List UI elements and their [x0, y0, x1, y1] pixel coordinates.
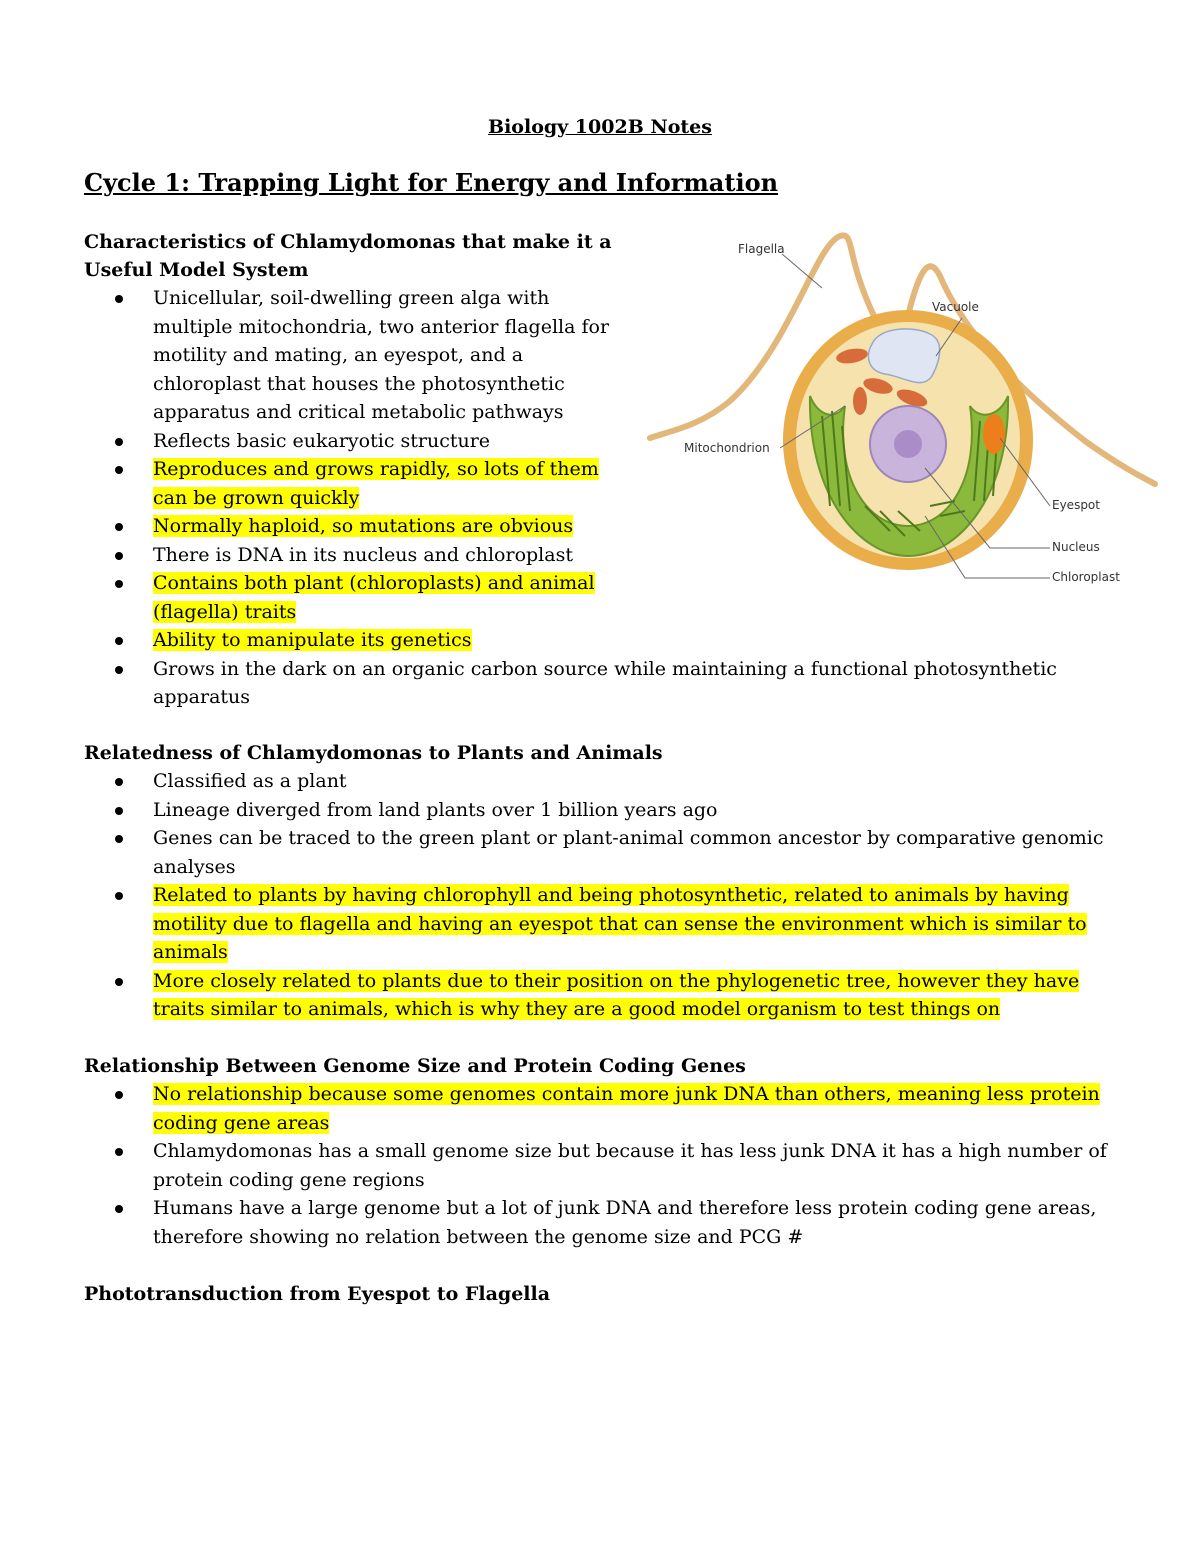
list-item	[153, 284, 633, 427]
label-eyespot: Eyespot	[1052, 498, 1100, 512]
label-vacuole: Vacuole	[932, 300, 979, 314]
list-item	[153, 824, 1134, 881]
list-item-text-highlighted: Related to plants by having chlorophyll and being photosynthetic, related to animals by having motility due to flagella and having an eyespot that can sense the environment which is similar to animals	[153, 884, 1087, 963]
eyespot	[983, 414, 1005, 454]
list-item	[153, 967, 1134, 1024]
list-item-text-highlighted: No relationship because some genomes contain more junk DNA than others, meaning less protein coding gene areas	[153, 1083, 1100, 1134]
list-item	[153, 541, 633, 570]
list-item-text: Humans have a large genome but a lot of junk DNA and therefore less protein coding gene areas, therefore showing no relation between the genome size and PCG #	[153, 1197, 1097, 1248]
section-heading: Relatedness of Chlamydomonas to Plants and Animals	[84, 742, 663, 764]
bullet-list	[84, 767, 1134, 1024]
document-title: Biology 1002B Notes	[488, 116, 712, 138]
section-genome-size	[84, 1052, 1134, 1251]
list-item-text-highlighted: Contains both plant (chloroplasts) and animal (flagella) traits	[153, 572, 595, 623]
list-item-text: Classified as a plant	[153, 770, 347, 792]
list-item-text: Unicellular, soil-dwelling green alga with multiple mitochondria, two anterior flagella for motility and mating, an eyespot, and a chloroplast that houses the photosynthetic apparatus and critical metabolic pathways	[153, 287, 610, 423]
label-nucleus: Nucleus	[1052, 540, 1100, 554]
mitochondrion	[853, 387, 867, 415]
bullet-list	[84, 1080, 1134, 1251]
list-item-text: Genes can be traced to the green plant or plant-animal common ancestor by comparative genomic analyses	[153, 827, 1104, 878]
list-item	[153, 626, 1153, 655]
label-mitochondrion: Mitochondrion	[684, 441, 770, 455]
list-item	[153, 767, 1134, 796]
nucleolus	[894, 430, 922, 458]
section-heading: Characteristics of Chlamydomonas that make it a Useful Model System	[84, 231, 612, 281]
list-item-text: Reflects basic eukaryotic structure	[153, 429, 491, 452]
list-item	[153, 455, 633, 512]
list-item	[153, 512, 633, 541]
list-item	[153, 569, 633, 626]
list-item-text-highlighted: More closely related to plants due to their position on the phylogenetic tree, however they have traits similar to animals, which is why they are a good model organism to test things on	[153, 969, 1080, 1020]
list-item	[153, 1194, 1134, 1251]
list-item-text: Chlamydomonas has a small genome size but because it has less junk DNA it has a high number of protein coding gene regions	[153, 1140, 1107, 1191]
section-relatedness	[84, 739, 1134, 1024]
list-item-text-highlighted: Normally haploid, so mutations are obvious	[153, 515, 574, 537]
list-item	[153, 1080, 1134, 1137]
label-chloroplast: Chloroplast	[1052, 570, 1120, 584]
section-heading: Relationship Between Genome Size and Protein Coding Genes	[84, 1055, 746, 1077]
list-item	[153, 1137, 1134, 1194]
list-item-text: Lineage diverged from land plants over 1 billion years ago	[153, 798, 718, 821]
section-phototransduction	[84, 1280, 1134, 1308]
label-flagella: Flagella	[738, 242, 785, 256]
list-item	[153, 881, 1134, 967]
list-item-text: Grows in the dark on an organic carbon source while maintaining a functional photosynthetic apparatus	[153, 657, 1057, 708]
section-heading: Phototransduction from Eyespot to Flagella	[84, 1283, 551, 1305]
list-item-text-highlighted: Ability to manipulate its genetics	[153, 629, 472, 651]
list-item	[153, 796, 1134, 825]
list-item	[153, 427, 633, 456]
list-item	[153, 655, 1153, 712]
list-item-text: There is DNA in its nucleus and chloroplast	[153, 543, 573, 566]
list-item-text-highlighted: Reproduces and grows rapidly, so lots of them can be grown quickly	[153, 458, 599, 509]
chlamydomonas-diagram	[640, 226, 1160, 596]
cycle-title: Cycle 1: Trapping Light for Energy and Information	[84, 168, 779, 197]
